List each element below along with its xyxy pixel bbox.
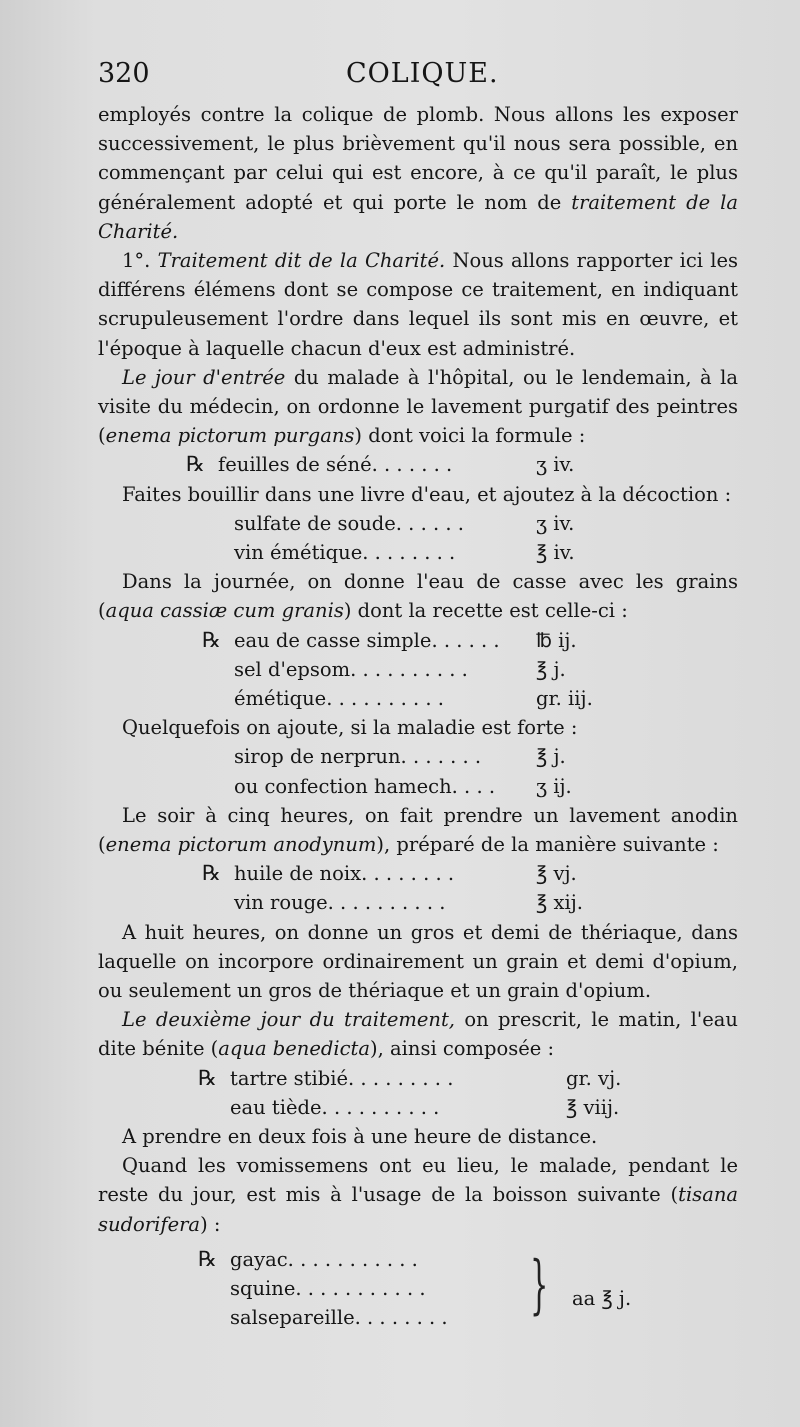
ingredient: sirop de nerprun. . . . . . .: [234, 745, 482, 769]
dose: aa ℥ j.: [572, 1286, 632, 1310]
dose: ℥ iv.: [536, 541, 575, 565]
recipe-line: [98, 1303, 738, 1332]
page-number: 320: [98, 58, 150, 89]
paragraph-5: Dans la journée, on donne l'eau de casse avec les grains (aqua cassiæ cum granis) dont la recette est celle-ci :: [98, 570, 738, 623]
recipe-line: [98, 626, 738, 655]
recipe-line: [98, 509, 738, 538]
paragraph-6: Quelquefois on ajoute, si la maladie est forte :: [122, 716, 578, 740]
page-title: COLIQUE.: [346, 58, 499, 89]
recipe-line: [98, 742, 738, 771]
rx-symbol: ℞: [202, 861, 221, 886]
dose: ℥ vj.: [536, 862, 577, 886]
paragraph-7: Le soir à cinq heures, on fait prendre un lavement anodin (enema pictorum anodynum), préparé de la manière suivante :: [98, 803, 738, 856]
dose: ʒ ij.: [536, 774, 572, 798]
dose: gr. vj.: [566, 1066, 622, 1090]
ingredient: sel d'epsom. . . . . . . . . .: [234, 657, 468, 681]
recipe-line: [98, 1245, 738, 1274]
recipe-group-sudorific: [98, 1245, 738, 1335]
rx-symbol: ℞: [186, 452, 205, 477]
right-brace: }: [530, 1247, 549, 1322]
recipe-line: [98, 684, 738, 713]
ingredient: tartre stibié. . . . . . . . .: [230, 1066, 454, 1090]
paragraph-11: Quand les vomissemens ont eu lieu, le malade, pendant le reste du jour, est mis à l'usage de la boisson suivante (tisana sudorifera) :: [98, 1154, 738, 1236]
ingredient: vin rouge. . . . . . . . . .: [234, 891, 446, 915]
ingredient: sulfate de soude. . . . . .: [234, 511, 464, 535]
ingredient: eau de casse simple. . . . . .: [234, 628, 500, 652]
rx-symbol: ℞: [198, 1065, 217, 1090]
dose: ℥ viij.: [566, 1095, 620, 1119]
ingredient: huile de noix. . . . . . . .: [234, 862, 455, 886]
paragraph-3: Le jour d'entrée du malade à l'hôpital, ou le lendemain, à la visite du médecin, on ordonne le lavement purgatif des peintres (enema pictorum purgans) dont voici la formule :: [98, 365, 738, 448]
ingredient: feuilles de séné. . . . . . .: [218, 453, 453, 477]
ingredient: vin émétique. . . . . . . .: [234, 541, 456, 565]
recipe-line: [98, 1064, 738, 1093]
dose: ℥ j.: [536, 745, 566, 769]
rx-symbol: ℞: [198, 1246, 217, 1271]
rx-symbol: ℞: [202, 627, 221, 652]
body-text: [98, 100, 738, 1335]
ingredient: gayac. . . . . . . . . . .: [230, 1247, 418, 1271]
recipe-line: [98, 1274, 738, 1303]
dose: gr. iij.: [536, 686, 593, 710]
paragraph-8: A huit heures, on donne un gros et demi de thériaque, dans laquelle on incorpore ordinairement un grain et demi d'opium, ou seulement un gros de thériaque et un grain d'opium.: [98, 920, 738, 1002]
dose: ℔ ij.: [536, 628, 577, 652]
dose: ʒ iv.: [536, 511, 575, 535]
recipe-line: [98, 655, 738, 684]
paragraph-9: Le deuxième jour du traitement, on prescrit, le matin, l'eau dite bénite (aqua benedicta), ainsi composée :: [98, 1008, 738, 1061]
paragraph-10: A prendre en deux fois à une heure de distance.: [122, 1124, 598, 1148]
running-header: [98, 58, 738, 98]
dose: ℥ j.: [536, 657, 566, 681]
dose: ʒ iv.: [536, 453, 575, 477]
ingredient: salsepareille. . . . . . . .: [230, 1306, 448, 1330]
paragraph-1: employés contre la colique de plomb. Nous allons les exposer successivement, le plus brièvement qu'il nous sera possible, en commençant par celui qui est encore, à ce qu'il paraît, le plus généralement adopté et qui porte le nom de traitement de la Charité.: [98, 103, 738, 243]
ingredient: squine. . . . . . . . . . .: [230, 1276, 426, 1300]
ingredient: ou confection hamech. . . .: [234, 774, 496, 798]
ingredient: émétique. . . . . . . . . .: [234, 686, 444, 710]
recipe-line: [98, 772, 738, 801]
paragraph-4: Faites bouillir dans une livre d'eau, et ajoutez à la décoction :: [122, 482, 732, 506]
dose: ℥ xij.: [536, 891, 583, 915]
recipe-line: [98, 1093, 738, 1122]
paragraph-2: 1°. Traitement dit de la Charité. Nous allons rapporter ici les différens élémens dont se compose ce traitement, en indiquant scrupuleusement l'ordre dans lequel ils sont mis en œuvre, et l'époque à laquelle chacun d'eux est administré.: [98, 249, 738, 360]
ingredient: eau tiède. . . . . . . . . .: [230, 1095, 440, 1119]
recipe-line: [98, 859, 738, 888]
recipe-line: [98, 888, 738, 917]
recipe-line: [98, 450, 738, 479]
recipe-line: [98, 538, 738, 567]
